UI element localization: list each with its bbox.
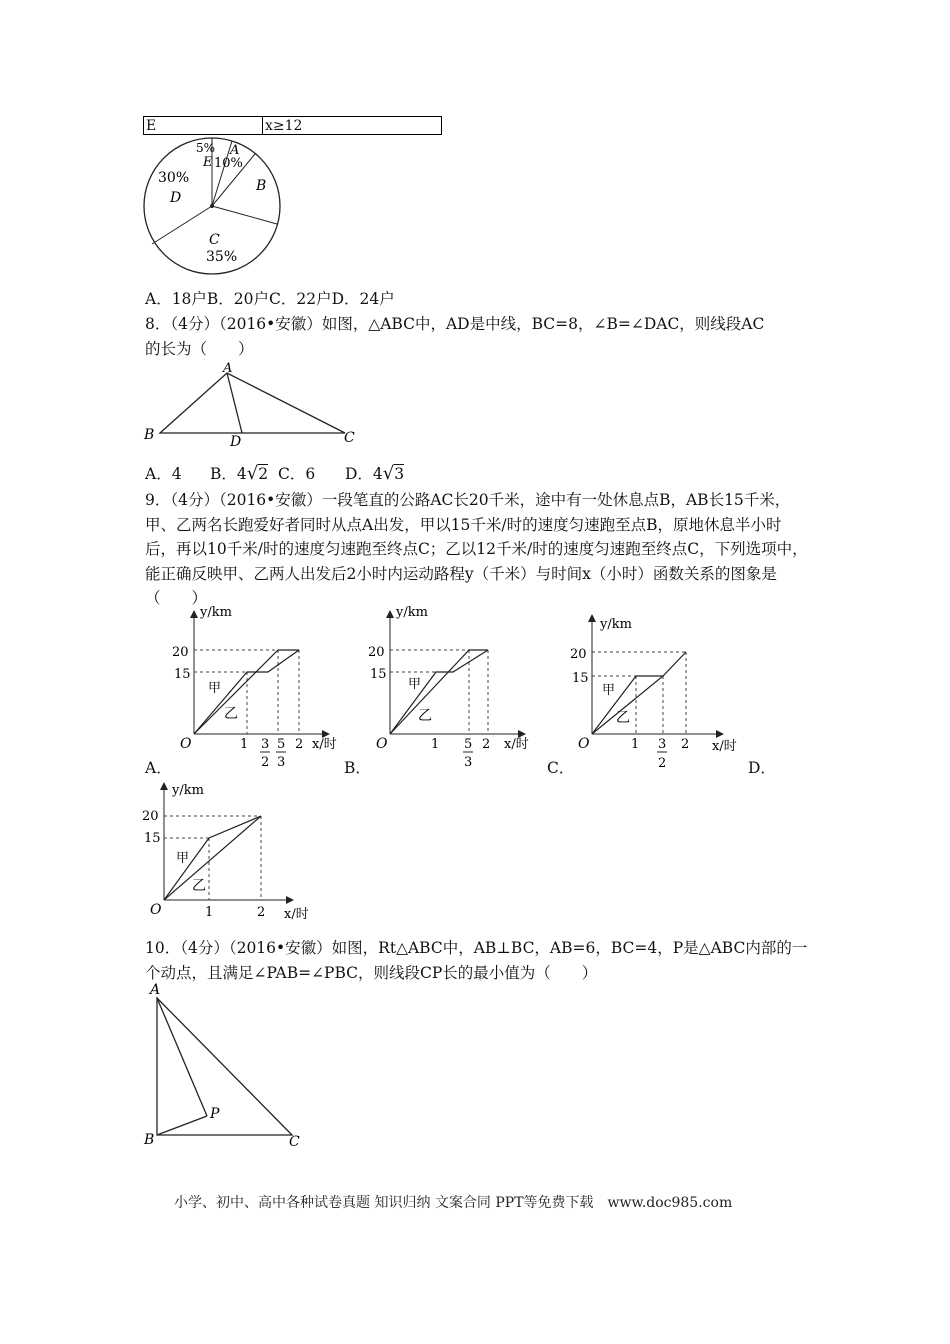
label-jia: 甲 [176,851,190,866]
q10-stem: 10．（4分）（2016•安徽）如图，Rt△ABC中，AB⊥BC，AB=6，BC=4，P是△ABC内部的一个动点，且满足∠PAB=∠PBC，则线段CP长的最小值为（ ） [145,939,808,982]
pie-label-e-pct: 5% [196,141,216,155]
curve-jia [390,650,488,734]
q8-label-a: A [223,361,233,376]
q9-option-d: D． [748,759,776,777]
x-axis-arrow-icon [286,896,294,904]
tick-y15: 15 [174,667,191,682]
category-table [143,116,442,135]
y-axis-label: y/km [600,617,632,632]
tick-x1: 1 [205,905,214,920]
q8-label-b: B [144,427,155,443]
pie-label-a-pct: 10% [214,156,243,171]
label-jia: 甲 [602,683,616,698]
q8-option-d [345,462,404,484]
pie-label-b: B [256,178,267,194]
x-axis-label: x/时 [712,739,737,754]
q8-option-b-prefix: B．4 [210,465,247,483]
q9-stem: 9．（4分）（2016•安徽）一段笔直的公路AC长20千米，途中有一处休息点B，AB长15千米，甲、乙两名长跑爱好者同时从点A出发，甲以15千米/时的速度匀速跑至点B，原地休息半小时后，再以10千米/时的速度匀速跑至终点C；乙以12千米/时的速度匀速跑至终点C，下列选项中，能正确反映甲、乙两人出发后2小时内运动路程y（千米）与时间x（小时）函数关系的图象是（ ） [145,491,808,607]
pie-center [210,204,214,208]
q8-option-d-prefix: D．4 [345,465,383,483]
median-ad [227,373,242,433]
q10-label-a: A [150,982,161,998]
y-axis-arrow-icon [386,610,394,618]
q10-label-b: B [144,1132,155,1148]
q10-triangle-figure [140,978,315,1153]
tick-y20: 20 [570,647,587,662]
label-jia: 甲 [208,681,222,696]
q9-option-b: B． [344,759,371,777]
y-axis-arrow-icon [190,610,198,618]
q10-label-p: P [210,1106,220,1122]
table-cell-range: x≥12 [263,117,442,135]
q8-label-c: C [344,430,355,446]
label-yi: 乙 [192,878,206,894]
tick-x32-num: 3 [261,737,270,752]
label-jia: 甲 [408,677,422,692]
q9-graph-a [172,606,350,776]
triangle-abc [160,373,345,433]
origin-label: O [578,736,590,752]
pie-label-c-pct: 35% [206,249,238,265]
q9-graph-c [570,610,748,780]
origin-label: O [150,902,162,918]
x-axis-label: x/时 [312,737,337,752]
tick-x53-num: 5 [464,737,473,752]
tick-x2: 2 [295,737,304,752]
sqrt-sign-icon: √ [382,463,395,484]
tick-y15: 15 [370,667,387,682]
tick-x1: 1 [631,737,640,752]
q8-stem-line1: 8．（4分）（2016•安徽）如图，△ABC中，AD是中线，BC=8，∠B=∠DAC，则线段AC [145,315,765,333]
q8-option-a: A．4 [145,465,182,483]
triangle-abc [157,998,292,1135]
tick-x53-num: 5 [277,737,286,752]
pie-label-d: D [170,190,182,206]
tick-x2: 2 [681,737,690,752]
y-axis-label: y/km [200,606,232,620]
tick-x2: 2 [257,905,266,920]
pie-label-e: E [203,155,213,170]
segment-bp [157,1116,207,1135]
origin-label: O [180,736,192,752]
tick-x53-den: 3 [464,755,473,770]
q8-option-c: C．6 [278,465,316,483]
pie-label-a: A [230,143,240,158]
label-yi: 乙 [418,708,432,724]
tick-x1: 1 [431,737,440,752]
y-axis-arrow-icon [588,614,596,622]
x-axis-label: x/时 [284,907,309,922]
q9-option-c: C． [547,759,575,777]
q9-option-a: A． [145,759,172,777]
x-axis-arrow-icon [716,730,724,738]
tick-x1: 1 [240,737,249,752]
y-axis-label: y/km [172,783,204,798]
tick-x32-den: 2 [261,755,270,770]
q7-options: A．18户B．20户C．22户D．24户 [145,290,395,308]
y-axis-label: y/km [396,606,428,620]
q8-option-b [210,462,268,484]
curve-yi [390,650,488,734]
tick-x2: 2 [482,737,491,752]
q8-stem-line2: 的长为（ ） [145,340,254,358]
guide-lines [390,650,488,734]
pie-line-b-c [212,206,277,224]
label-yi: 乙 [616,710,630,726]
label-yi: 乙 [224,706,238,722]
tick-y20: 20 [368,645,385,660]
tick-x53-den: 3 [277,755,286,770]
tick-x32-num: 3 [658,737,667,752]
tick-x32-den: 2 [658,756,667,771]
table-cell-category: E [144,117,263,135]
pie-label-d-pct: 30% [158,170,190,186]
q8-option-b-radicand: 2 [258,465,269,483]
pie-line-c-d [152,206,212,244]
q8-option-d-radicand: 3 [394,465,405,483]
segment-ap [157,998,207,1116]
tick-y15: 15 [572,671,589,686]
x-axis-label: x/时 [504,737,529,752]
sqrt-sign-icon: √ [246,463,259,484]
page-footer: 小学、初中、高中各种试卷真题 知识归纳 文案合同 PPT等免费下载 www.doc985.com [174,1195,733,1211]
tick-y15: 15 [144,831,161,846]
tick-y20: 20 [172,645,189,660]
pie-label-c: C [209,232,220,248]
q8-triangle-figure [140,360,365,448]
q9-graph-d [140,778,325,923]
pie-chart [140,134,285,279]
q10-label-c: C [289,1134,300,1150]
q9-graph-b [368,606,546,776]
origin-label: O [376,736,388,752]
y-axis-arrow-icon [160,782,168,790]
tick-y20: 20 [142,809,159,824]
q8-label-d: D [230,434,242,448]
